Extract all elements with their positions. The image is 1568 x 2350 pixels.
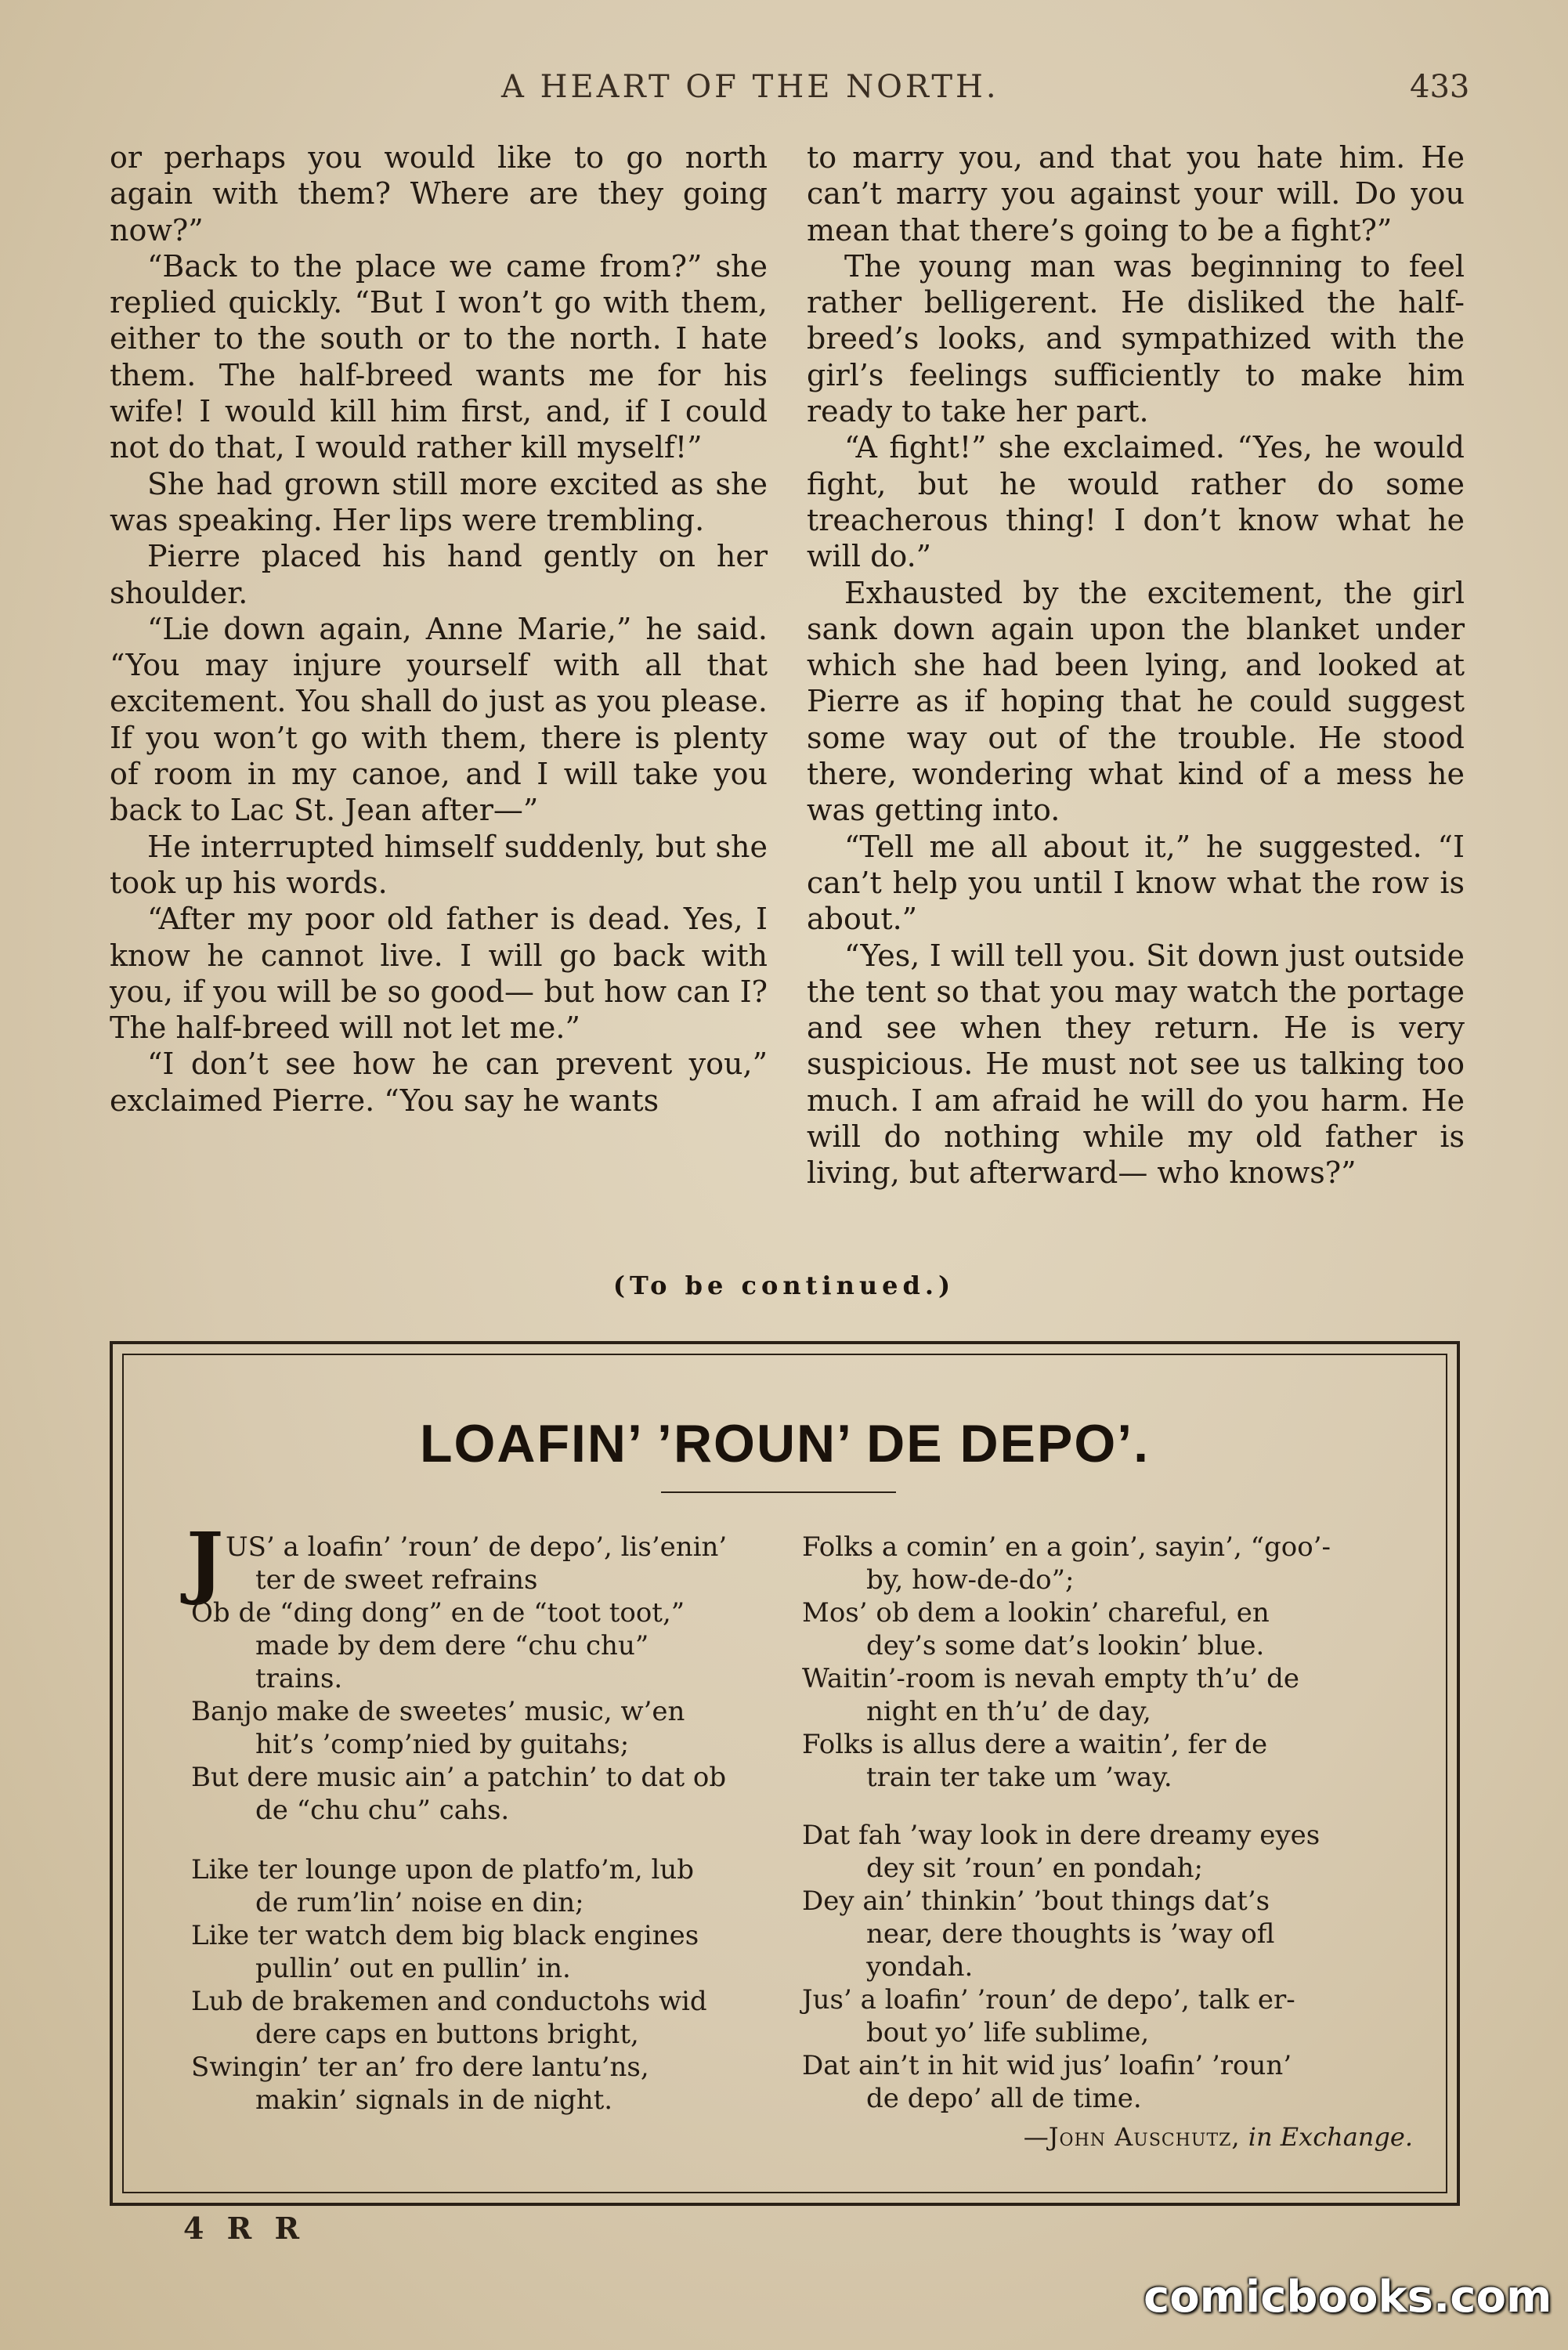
- story-paragraph: She had grown still more excited as she was speaking. Her lips were trembling.: [110, 466, 768, 537]
- poem-line: near, dere thoughts is ’way ofl: [866, 1918, 1275, 1950]
- story-paragraph: “A fight!” she exclaimed. “Yes, he would fight, but he would rather do some treacherous thing! I don’t know what he will do.”: [807, 430, 1465, 574]
- poem-line: Jus’ a loafin’ ’roun’ de depo’, talk er-: [802, 1984, 1295, 2016]
- poem-title: LOAFIN’ ’ROUN’ DE DEPO’.: [419, 1414, 1151, 1473]
- poem-line: by, how-de-do”;: [866, 1564, 1075, 1596]
- poem-stanza-1: [191, 1531, 786, 1827]
- poem-line: dey sit ’roun’ en pondah;: [866, 1853, 1203, 1884]
- drop-cap: J: [186, 1515, 224, 1607]
- poem-line: train ter take um ’way.: [866, 1762, 1172, 1793]
- poem-line: bout yo’ life sublime,: [866, 2017, 1150, 2048]
- poem-line: Swingin’ ter an’ fro dere lantu’ns,: [191, 2052, 649, 2083]
- poem-line: yondah.: [866, 1951, 974, 1983]
- story-paragraph: “Lie down again, Anne Marie,” he said. “You may injure yourself with all that excitement. You shall do just as you please. If you won’t go with them, there is plenty of room in my canoe, and I will take you back to Lac St. Jean after—”: [110, 611, 768, 828]
- story-paragraph: The young man was beginning to feel rather belligerent. He disliked the half-breed’s looks, and sympathized with the girl’s feelings sufficiently to make him ready to take her part.: [807, 248, 1465, 429]
- story-paragraph: He interrupted himself suddenly, but she took up his words.: [110, 829, 768, 900]
- poem-line: trains.: [255, 1663, 343, 1694]
- poem-line: Folks a comin’ en a goin’, sayin’, “goo’-: [802, 1531, 1331, 1563]
- poem-line: But dere music ain’ a patchin’ to dat ob: [191, 1762, 727, 1793]
- story-paragraph: “I don’t see how he can prevent you,” exclaimed Pierre. “You say he wants: [110, 1047, 768, 1118]
- poem-line: night en th’u’ de day,: [866, 1696, 1151, 1727]
- poem-line: hit’s ’comp’nied by guitahs;: [255, 1729, 630, 1760]
- story-paragraph: “Tell me all about it,” he suggested. “I can’t help you until I know what the row is about.”: [807, 829, 1465, 937]
- story-paragraph: “Back to the place we came from?” she replied quickly. “But I won’t go with them, either to the south or to the north. I hate them. The half-breed wants me for his wife! I would kill him first, and, if I could not do that, I would rather kill myself!”: [110, 248, 768, 465]
- watermark: comicbooks.com: [1143, 2272, 1552, 2323]
- poem-line: makin’ signals in de night.: [255, 2084, 613, 2116]
- story-paragraph: “Yes, I will tell you. Sit down just outside the tent so that you may watch the portage and see when they return. He is very suspicious. He must not see us talking too much. I am afraid he will do you harm. He will do nothing while my old father is living, but afterward— who knows?”: [807, 938, 1465, 1191]
- poem-line: Banjo make de sweetes’ music, w’en: [191, 1696, 685, 1727]
- story-paragraph: “After my poor old father is dead. Yes, I know he cannot live. I will go back with you, if you will be so good— but how can I? The half-breed will not let me.”: [110, 902, 768, 1046]
- poem-stanza-3: [802, 1531, 1413, 1794]
- poem-line: dey’s some dat’s lookin’ blue.: [866, 1630, 1265, 1661]
- poem-line: Folks is allus dere a waitin’, fer de: [802, 1729, 1268, 1760]
- poem-line: pullin’ out en pullin’ in.: [255, 1953, 571, 1984]
- poem-stanza-2: [191, 1853, 786, 2117]
- poem-line: ter de sweet refrains: [255, 1564, 538, 1596]
- poem-line: dere caps en buttons bright,: [255, 2019, 639, 2050]
- poem-line: Dey ain’ thinkin’ ’bout things dat’s: [802, 1885, 1270, 1917]
- poem-line: de depo’ all de time.: [866, 2083, 1142, 2114]
- poem-line: Waitin’-room is nevah empty th’u’ de: [802, 1663, 1300, 1694]
- poem-box: [110, 1341, 1460, 2206]
- poem-stanza-4: [802, 1819, 1413, 2115]
- story-paragraph: or perhaps you would like to go north again with them? Where are they going now?”: [110, 140, 768, 248]
- poem-line: de rum’lin’ noise en din;: [255, 1887, 584, 1918]
- running-head: A HEART OF THE NORTH.: [501, 69, 999, 105]
- source-name: in Exchange.: [1248, 2122, 1413, 2152]
- poem-attribution: [802, 2121, 1413, 2153]
- poem-line: Dat fah ’way look in dere dreamy eyes: [802, 1820, 1321, 1851]
- poem-line: Ob de “ding dong” en de “toot toot,”: [191, 1597, 685, 1629]
- author-name: John Auschutz,: [1048, 2122, 1241, 2152]
- story-paragraph: Pierre placed his hand gently on her shoulder.: [110, 539, 768, 610]
- poem-line: made by dem dere “chu chu”: [255, 1630, 649, 1661]
- title-divider: [661, 1491, 896, 1493]
- poem-line: Like ter lounge upon de platfo’m, lub: [191, 1854, 695, 1885]
- story-paragraph: to marry you, and that you hate him. He can’t marry you against your will. Do you mean that there’s going to be a fight?”: [807, 140, 1465, 248]
- poem-line: Mos’ ob dem a lookin’ chareful, en: [802, 1597, 1270, 1629]
- story-column-right: [807, 139, 1465, 1191]
- story-column-left: [110, 139, 768, 1119]
- poem-line: Lub de brakemen and conductohs wid: [191, 1986, 707, 2017]
- story-paragraph: Exhausted by the excitement, the girl sank down again upon the blanket under which she had been lying, and looked at Pierre as if hoping that he could suggest some way out of the trouble. He stood there, wondering what kind of a mess he was getting into.: [807, 575, 1465, 828]
- to-be-continued: (To be continued.): [612, 1271, 956, 1300]
- poem-line: Like ter watch dem big black engines: [191, 1920, 699, 1951]
- poem-line: Dat ain’t in hit wid jus’ loafin’ ’roun’: [802, 2050, 1292, 2081]
- page-number: 433: [1410, 69, 1470, 105]
- poem-line: de “chu chu” cahs.: [255, 1795, 510, 1826]
- poem-line: US’ a loafin’ ’roun’ de depo’, lis’enin’: [226, 1531, 728, 1563]
- attribution-dash: —: [1023, 2122, 1049, 2152]
- signature-mark: 4 R R: [183, 2211, 306, 2246]
